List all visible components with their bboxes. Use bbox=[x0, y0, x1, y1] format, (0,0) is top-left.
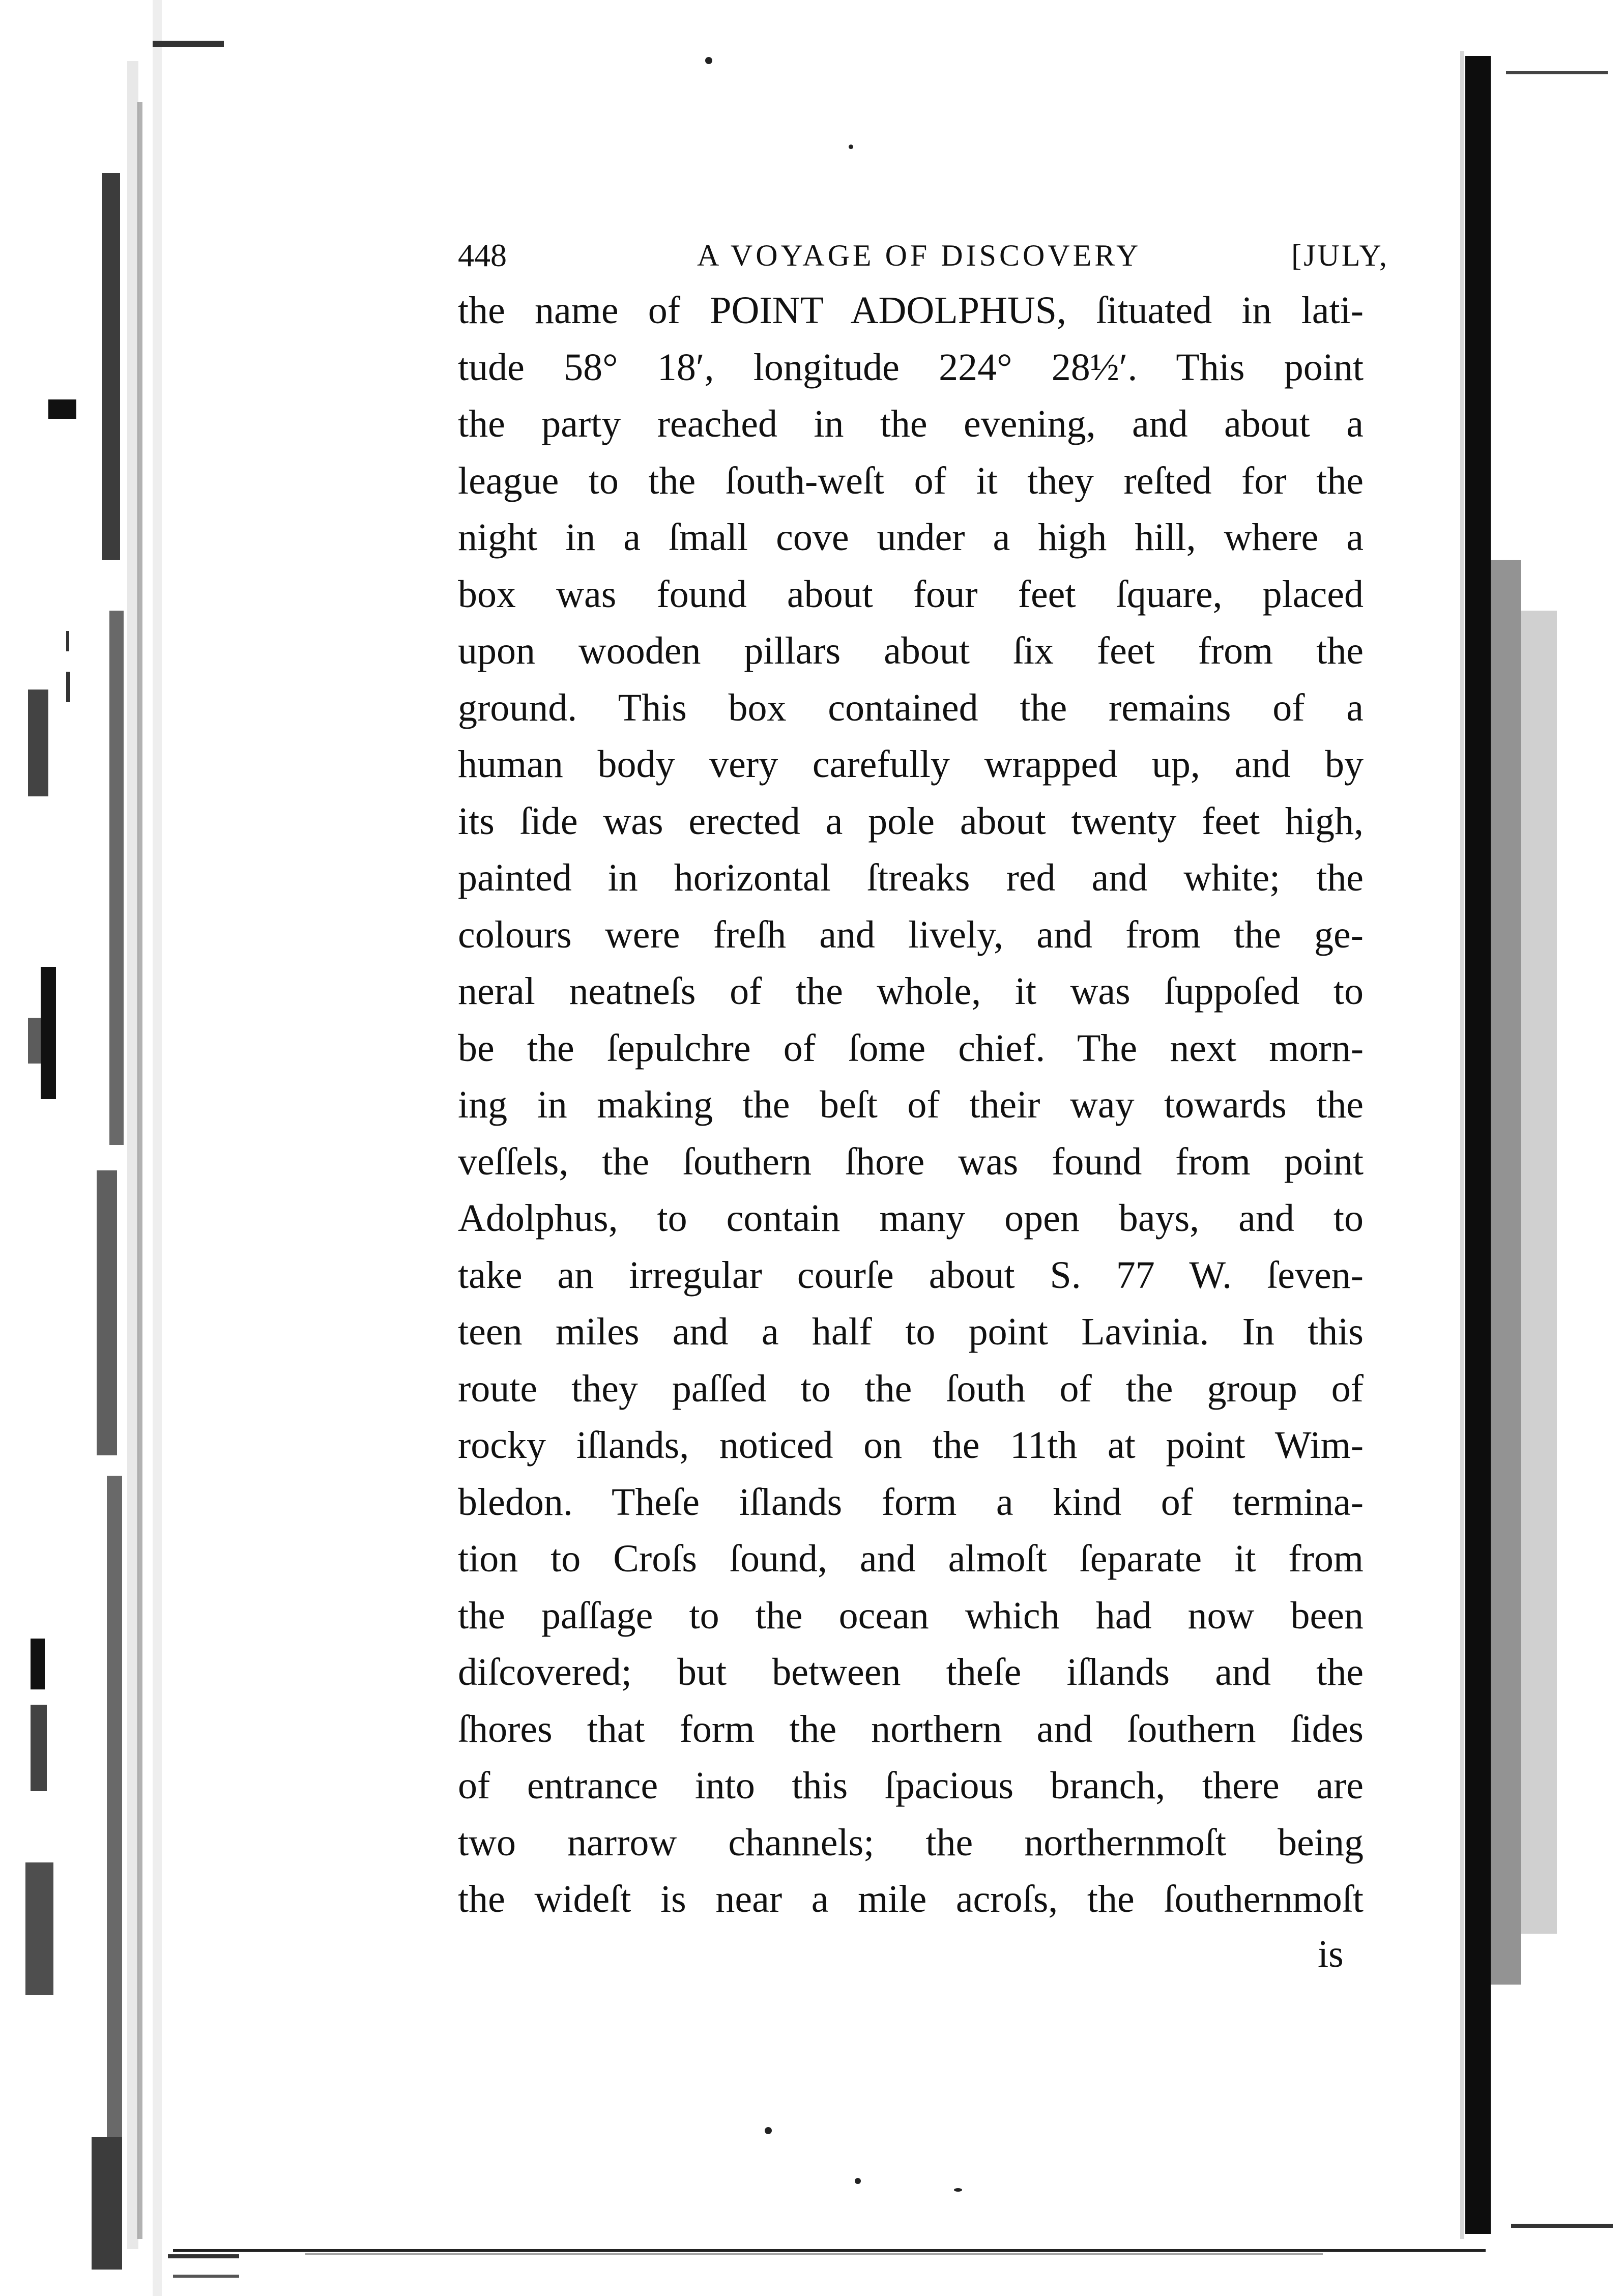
text-line: veſſels, the ſouthern ſhore was found from point bbox=[458, 1140, 1364, 1183]
text-line: take an irregular courſe about S. 77 W. ſeven- bbox=[458, 1253, 1364, 1297]
text-line: the wideſt is near a mile acroſs, the ſouthernmoſt bbox=[458, 1878, 1364, 1920]
text-line: bledon. Theſe iſlands form a kind of termina- bbox=[458, 1480, 1364, 1524]
text-line: the name of POINT ADOLPHUS, ſituated in lati- bbox=[458, 289, 1364, 332]
running-head-title: A VOYAGE OF DISCOVERY bbox=[697, 239, 1142, 272]
body-text bbox=[458, 282, 1364, 1928]
speck bbox=[855, 2178, 861, 2184]
speck bbox=[954, 2188, 962, 2192]
text-line: teen miles and a half to point Lavinia. In this bbox=[458, 1310, 1364, 1353]
text-line: the party reached in the evening, and about a bbox=[458, 403, 1364, 445]
right-edge-scan-band bbox=[1460, 0, 1623, 2296]
text-line: diſcovered; but between theſe iſlands and the bbox=[458, 1651, 1364, 1694]
text-line: be the ſepulchre of ſome chief. The next morn- bbox=[458, 1026, 1364, 1070]
text-line: route they paſſed to the ſouth of the group of bbox=[458, 1367, 1364, 1410]
left-gutter-scan-noise bbox=[0, 0, 239, 2296]
text-line: of entrance into this ſpacious branch, there are bbox=[458, 1764, 1364, 1807]
speck bbox=[705, 57, 712, 64]
bottom-edge-scan-line bbox=[0, 2225, 1623, 2296]
text-line: human body very carefully wrapped up, and by bbox=[458, 743, 1364, 786]
text-line: colours were freſh and lively, and from the ge- bbox=[458, 913, 1364, 956]
text-line: two narrow channels; the northernmoſt being bbox=[458, 1821, 1364, 1864]
text-line: tude 58° 18′, longitude 224° 28½′. This point bbox=[458, 346, 1364, 389]
text-line: box was found about four feet ſquare, placed bbox=[458, 572, 1364, 616]
text-line: ground. This box contained the remains of a bbox=[458, 686, 1364, 729]
text-line: upon wooden pillars about ſix feet from the bbox=[458, 629, 1364, 672]
text-line: painted in horizontal ſtreaks red and white; the bbox=[458, 856, 1364, 899]
text-line: the paſſage to the ocean which had now been bbox=[458, 1594, 1364, 1637]
page-number: 448 bbox=[458, 237, 507, 273]
text-line: neral neatneſs of the whole, it was ſuppoſed to bbox=[458, 970, 1364, 1013]
text-line: league to the ſouth-weſt of it they reſted for the bbox=[458, 459, 1364, 502]
text-line: ſhores that form the northern and ſouthern ſides bbox=[458, 1707, 1364, 1750]
text-line: ing in making the beſt of their way towards the bbox=[458, 1083, 1364, 1126]
speck bbox=[765, 2127, 772, 2134]
section-mark: [JULY, bbox=[1291, 239, 1389, 272]
text-line: tion to Croſs ſound, and almoſt ſeparate it from bbox=[458, 1537, 1364, 1580]
text-line: night in a ſmall cove under a high hill, where a bbox=[458, 516, 1364, 559]
running-header bbox=[458, 235, 1389, 276]
text-line: its ſide was erected a pole about twenty feet high, bbox=[458, 799, 1364, 843]
speck bbox=[849, 145, 853, 149]
text-line: rocky iſlands, noticed on the 11th at point Wim- bbox=[458, 1424, 1364, 1467]
catchword: is bbox=[1318, 1933, 1344, 1975]
text-line: Adolphus, to contain many open bays, and to bbox=[458, 1197, 1364, 1240]
